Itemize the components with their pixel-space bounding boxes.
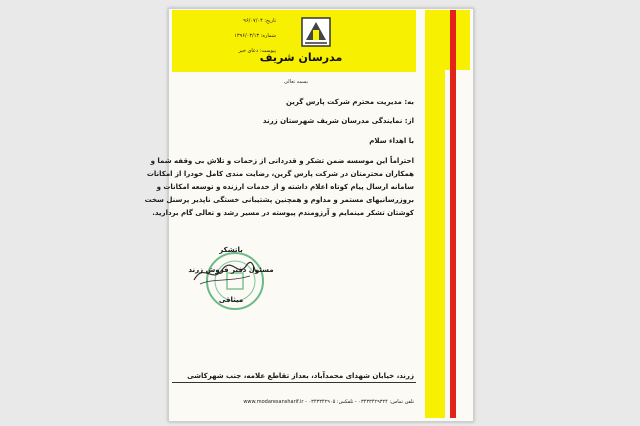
footer-divider — [172, 382, 416, 383]
brand-logo — [300, 16, 332, 48]
body-line: همکاران محترمتان در شرکت پارس گرین، رضایت مندی کامل خودرا از امکانات — [146, 170, 414, 178]
body-line: سامانه ارسال پیام کوتاه اعلام داشته و از خدمات ارزنده و توسعه امکانات و — [156, 183, 414, 191]
date-line: تاریخ: ۹۶/۰۷/۰۴ — [243, 18, 276, 24]
body-line: بروزرسانیهای مستمر و مداوم و همچنین پشتیبانی خستگی ناپذیر پرسنل سخت — [144, 196, 414, 204]
recipient-line: به: مدیریت محترم شرکت پارس گرین — [286, 98, 414, 106]
footer-contact: تلفن تماس: ۰۳۴۳۳۴۲۹۳۲۴ - تلفکس: ۰۳۴۳۳۴۲۹۰۵ - www.modaresansharif.ir — [243, 399, 414, 405]
attachment-line: پیوست: دعای خیر — [238, 48, 276, 54]
bismillah: بسمه تعالی — [283, 79, 309, 85]
body-line: احتراماً این موسسه ضمن تشکر و قدردانی از زحمات و تلاش بی وقفه شما و — [150, 157, 414, 165]
signature-name: میثاقی — [218, 296, 244, 304]
signature-closing: باتشکر — [219, 246, 243, 254]
signature-title: مسئول دفتر فروش زرند — [188, 266, 274, 274]
side-yellow-strip — [425, 10, 445, 418]
sender-line: از: نمایندگی مدرسان شریف شهرستان زرند — [262, 117, 414, 125]
greeting-line: با اهداء سلام — [369, 137, 414, 145]
side-red-strip — [450, 10, 456, 418]
brand-name: مدرسان شریف — [259, 51, 343, 64]
body-line: کوشتان تشکر مینمایم و آرزومندم پیوسته در مسیر رشد و تعالی گام بردارید. — [152, 209, 414, 217]
number-line: شماره: ۱۳۹۶/۰۳/۱۳ — [234, 33, 276, 39]
footer-address: زرند، خیابان شهدای محمدآباد، بعداز تقاطع علامه، جنب شهرکاشی — [187, 372, 414, 380]
